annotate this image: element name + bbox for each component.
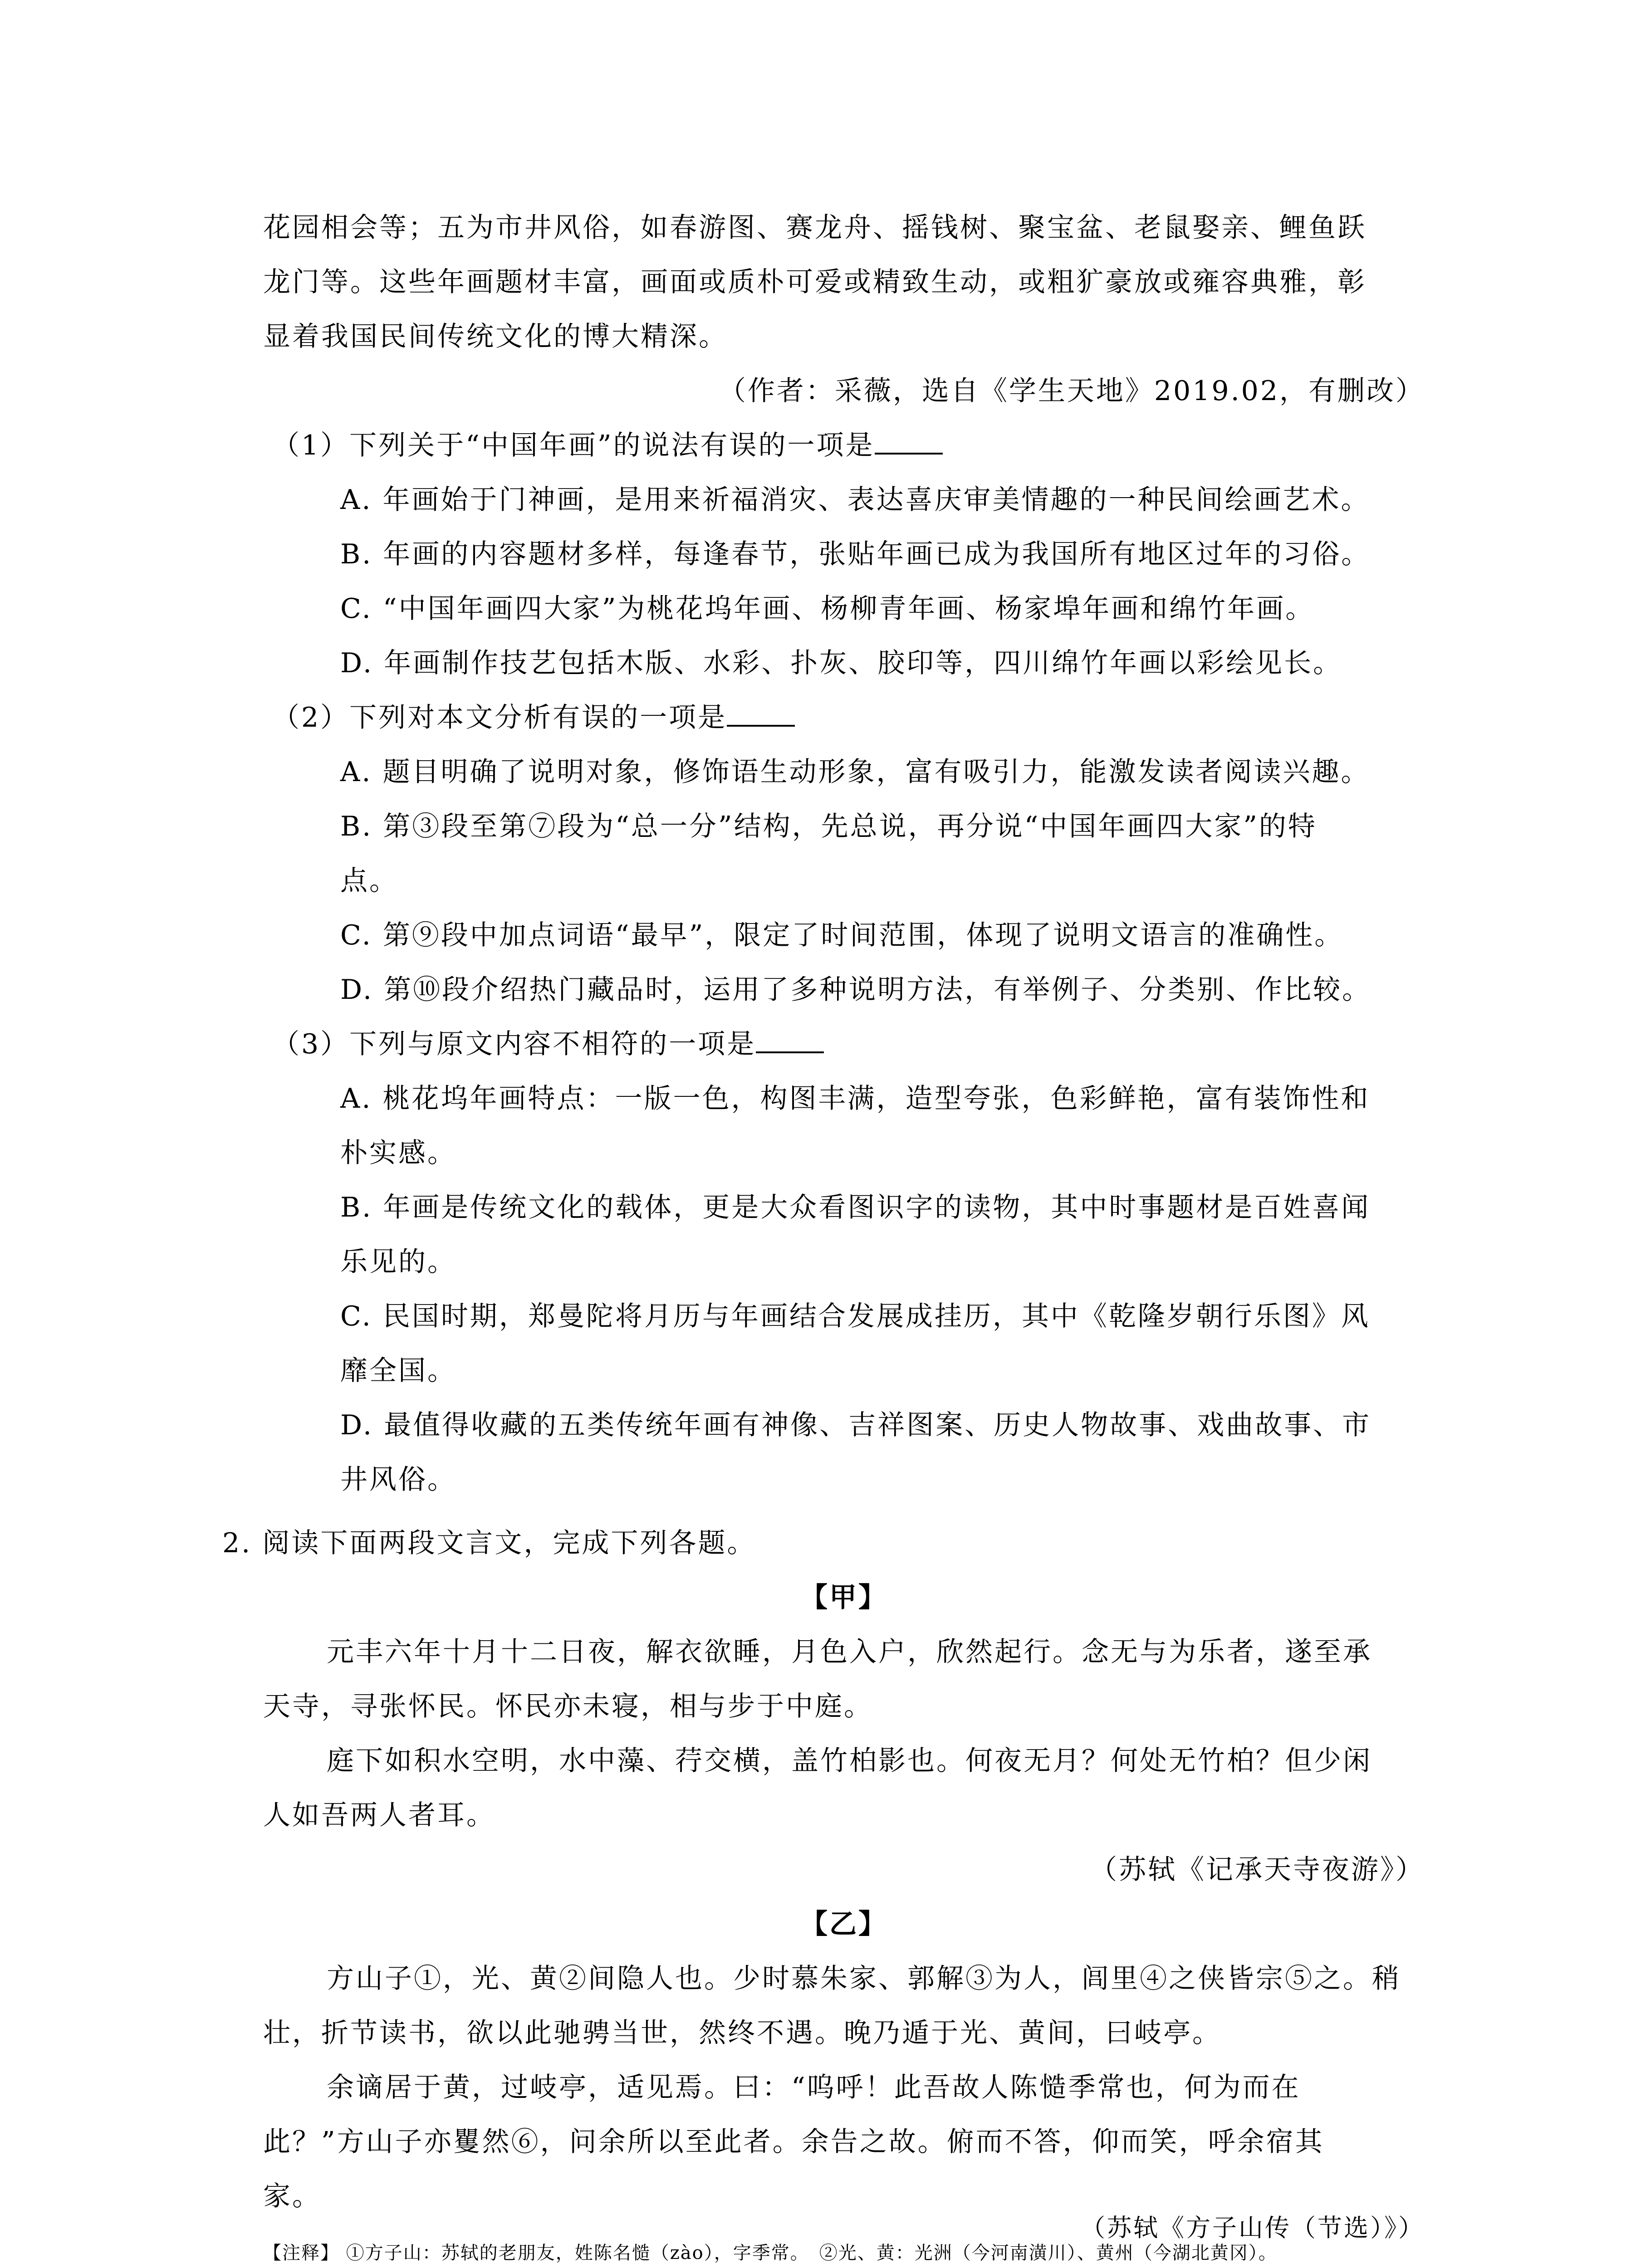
q1-stem: （1）下列关于“中国年画”的说法有误的一项是 [272,427,943,464]
intro-source: （作者：采薇，选自《学生天地》2019.02，有删改） [718,375,1425,407]
q1-answer-blank [875,430,943,455]
q3-option-c: C. 民国时期，郑曼陀将月历与年画结合发展成挂历，其中《乾隆岁朝行乐图》风 [340,1300,1370,1332]
passage-jia-line-2: 天寺，寻张怀民。怀民亦未寝，相与步于中庭。 [263,1691,873,1722]
note-2: ②光、黄：光洲（今河南潢川）、黄州（今湖北黄冈）。 [819,2243,1278,2263]
intro-line-2: 龙门等。这些年画题材丰富，画面或质朴可爱或精致生动，或粗犷豪放或雍容典雅，彰 [263,266,1367,298]
q1-option-a: A. 年画始于门神画，是用来祈福消灾、表达喜庆审美情趣的一种民间绘画艺术。 [340,484,1370,516]
passage-yi-line-2: 壮，折节读书，欲以此驰骋当世，然终不遇。晚乃遁于光、黄间，曰岐亭。 [263,2017,1221,2049]
passage-jia-source: （苏轼《记承天寺夜游》） [1090,1854,1425,1886]
q2-option-b: B. 第③段至第⑦段为“总一分”结构，先总说，再分说“中国年画四大家”的特 [340,811,1317,842]
q2-stem: （2）下列对本文分析有误的一项是 [272,699,795,736]
q2-answer-blank [727,702,795,727]
passage-yi-line-4: 此？”方山子亦矍然⑥，问余所以至此者。余告之故。俯而不答，仰而笑，呼余宿其 [263,2126,1324,2158]
passage-yi-line-1: 方山子①，光、黄②间隐人也。少时慕朱家、郭解③为人，闾里④之侠皆宗⑤之。稍 [327,1963,1401,1994]
note-1: ①方子山：苏轼的老朋友，姓陈名慥（zào），字季常。 [346,2243,800,2263]
section-2-title: 2. 阅读下面两段文言文，完成下列各题。 [222,1527,756,1559]
q3-answer-blank [756,1029,824,1053]
passage-jia-line-3: 庭下如积水空明，水中藻、荇交横，盖竹柏影也。何夜无月？何处无竹柏？但少闲 [327,1745,1372,1777]
intro-line-1: 花园相会等；五为市井风俗，如春游图、赛龙舟、摇钱树、聚宝盆、老鼠娶亲、鲤鱼跃 [263,212,1367,244]
passage-yi-line-5: 家。 [263,2180,321,2212]
q3-option-a: A. 桃花坞年画特点：一版一色，构图丰满，造型夸张，色彩鲜艳，富有装饰性和 [340,1083,1370,1114]
passage-yi-source: （苏轼《方子山传（节选）》） [1081,2214,1425,2242]
passage-jia-line-4: 人如吾两人者耳。 [263,1799,495,1831]
q3-option-d: D. 最值得收藏的五类传统年画有神像、吉祥图案、历史人物故事、戏曲故事、市 [340,1409,1372,1441]
q2-option-a: A. 题目明确了说明对象，修饰语生动形象，富有吸引力，能激发读者阅读兴趣。 [340,756,1370,788]
q1-option-d: D. 年画制作技艺包括木版、水彩、扑灰、胶印等，四川绵竹年画以彩绘见长。 [340,647,1342,679]
q3-option-d-cont: 井风俗。 [340,1464,456,1496]
q1-option-c: C. “中国年画四大家”为桃花坞年画、杨柳青年画、杨家埠年画和绵竹年画。 [340,593,1315,625]
q3-stem: （3）下列与原文内容不相符的一项是 [272,1026,824,1062]
q3-option-b: B. 年画是传统文化的载体，更是大众看图识字的读物，其中时事题材是百姓喜闻 [340,1192,1371,1223]
q2-option-b-cont: 点。 [340,865,398,897]
passage-yi-heading: 【乙】 [800,1908,887,1940]
notes-heading: 【注释】 ①方子山：苏轼的老朋友，姓陈名慥（zào），字季常。 ②光、黄：光洲（今河南潢川）、黄州（今湖北黄冈）。 [263,2243,1278,2263]
q3-option-a-cont: 朴实感。 [340,1137,456,1169]
intro-line-3: 显着我国民间传统文化的博大精深。 [263,321,728,352]
q3-option-b-cont: 乐见的。 [340,1246,456,1278]
passage-jia-line-1: 元丰六年十月十二日夜，解衣欲睡，月色入户，欣然起行。念无与为乐者，遂至承 [327,1636,1372,1668]
passage-jia-heading: 【甲】 [800,1582,887,1613]
q3-option-c-cont: 靡全国。 [340,1355,456,1387]
q2-option-c: C. 第⑨段中加点词语“最早”，限定了时间范围，体现了说明文语言的准确性。 [340,919,1344,951]
q2-option-d: D. 第⑩段介绍热门藏品时，运用了多种说明方法，有举例子、分类别、作比较。 [340,974,1372,1006]
q1-option-b: B. 年画的内容题材多样，每逢春节，张贴年画已成为我国所有地区过年的习俗。 [340,538,1371,570]
passage-yi-line-3: 余谪居于黄，过岐亭，适见焉。曰：“呜呼！此吾故人陈慥季常也，何为而在 [327,2072,1301,2103]
